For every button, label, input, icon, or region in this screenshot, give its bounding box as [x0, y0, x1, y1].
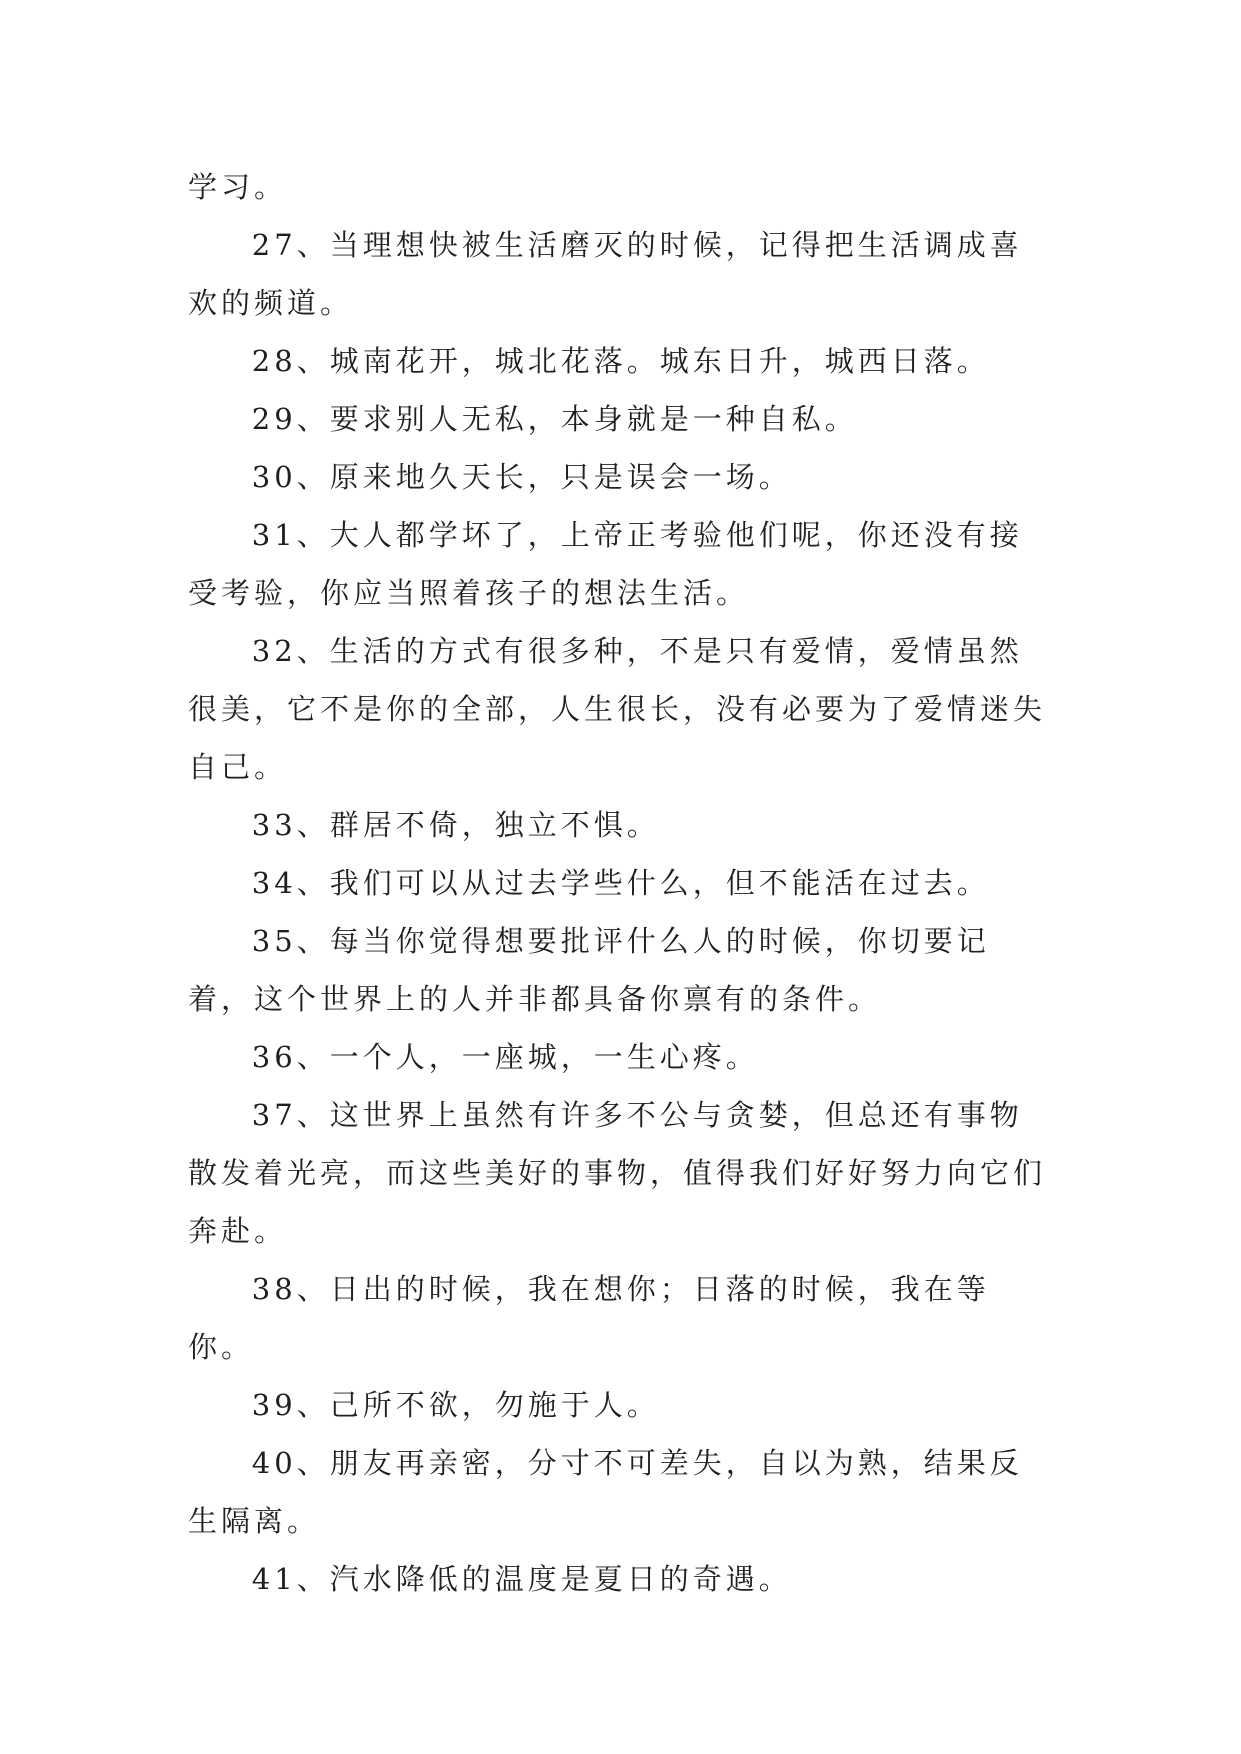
paragraph-30: 30、原来地久天长，只是误会一场。 — [251, 460, 792, 494]
paragraph-28: 28、城南花开，城北花落。城东日升，城西日落。 — [251, 344, 990, 378]
paragraph-32: 32、生活的方式有很多种，不是只有爱情，爱情虽然很美，它不是你的全部，人生很长，没有必要为了爱情迷失自己。 — [188, 634, 1047, 784]
paragraph-33: 33、群居不倚，独立不惧。 — [251, 808, 660, 842]
paragraph-37: 37、这世界上虽然有许多不公与贪婪，但总还有事物散发着光亮，而这些美好的事物，值得我们好好努力向它们奔赴。 — [188, 1098, 1047, 1248]
paragraph-0: 学习。 — [188, 170, 288, 204]
paragraph-29: 29、要求别人无私，本身就是一种自私。 — [251, 402, 858, 436]
paragraph-40: 40、朋友再亲密，分寸不可差失，自以为熟，结果反生隔离。 — [188, 1446, 1023, 1538]
paragraph-27: 27、当理想快被生活磨灭的时候，记得把生活调成喜欢的频道。 — [188, 228, 1023, 320]
paragraph-35: 35、每当你觉得想要批评什么人的时候，你切要记着，这个世界上的人并非都具备你禀有的条件。 — [188, 924, 990, 1016]
paragraph-41: 41、汽水降低的温度是夏日的奇遇。 — [251, 1562, 792, 1596]
paragraph-34: 34、我们可以从过去学些什么，但不能活在过去。 — [251, 866, 990, 900]
paragraph-38: 38、日出的时候，我在想你；日落的时候，我在等你。 — [188, 1272, 990, 1364]
document-body — [188, 158, 1048, 1608]
paragraph-36: 36、一个人，一座城，一生心疼。 — [251, 1040, 759, 1074]
paragraph-31: 31、大人都学坏了，上帝正考验他们呢，你还没有接受考验，你应当照着孩子的想法生活。 — [188, 518, 1023, 610]
paragraph-39: 39、己所不欲，勿施于人。 — [251, 1388, 660, 1422]
